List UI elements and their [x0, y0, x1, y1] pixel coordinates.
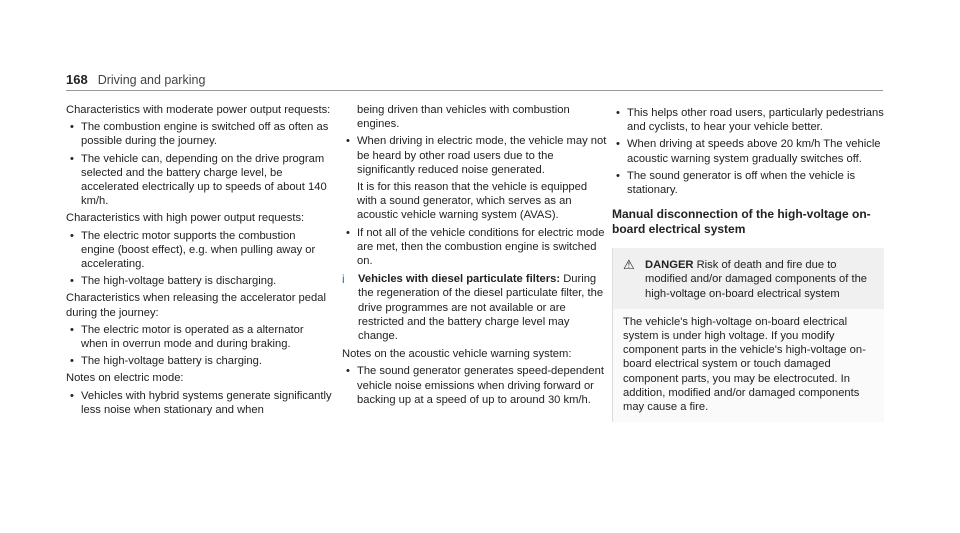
page-header	[66, 72, 205, 87]
list-item-text: When driving in electric mode, the vehicle may not be heard by other road users due to the significantly reduced noise generated.	[357, 135, 607, 176]
warning-triangle-icon: ⚠	[623, 257, 635, 273]
list-item: • When driving at speeds above 20 km/h The vehicle acoustic warning system gradually switches off.	[612, 137, 884, 165]
bullet-list	[66, 389, 332, 417]
list-item: • The sound generator is off when the vehicle is stationary.	[612, 169, 884, 197]
paragraph-continuation: being driven than vehicles with combustion engines.	[357, 104, 570, 131]
list-item: • This helps other road users, particularly pedestrians and cyclists, to hear your vehicle better.	[612, 106, 884, 134]
danger-label: DANGER	[645, 259, 694, 272]
section-heading: Manual disconnection of the high-voltage on-board electrical system	[612, 207, 871, 236]
list-item: • If not all of the vehicle conditions for electric mode are met, then the combustion engine is switched on.	[342, 226, 607, 269]
list-item: • The combustion engine is switched off as often as possible during the journey.	[66, 120, 332, 148]
list-item: • The sound generator generates speed-dependent vehicle noise emissions when driving forward or backing up at a speed of up to around 30 km/h.	[342, 364, 607, 407]
list-item: • The high-voltage battery is charging.	[66, 354, 332, 368]
note-body	[358, 272, 607, 343]
list-item: • The vehicle can, depending on the drive program selected and the battery charge level, be accelerated electrically up to speeds of about 140 km/h.	[66, 152, 332, 209]
column-2	[342, 103, 607, 410]
column-3	[612, 103, 884, 422]
danger-text: Risk of death and fire due to modified and/or damaged components of the high-voltage on-board electrical system	[645, 259, 868, 300]
bullet-list	[612, 106, 884, 197]
danger-heading	[645, 258, 874, 301]
list-item: • The high-voltage battery is discharging.	[66, 274, 332, 288]
paragraph: Notes on the acoustic vehicle warning system:	[342, 348, 572, 361]
bullet-list	[66, 229, 332, 289]
paragraph: Characteristics with high power output requests:	[66, 212, 305, 225]
danger-header	[613, 248, 884, 309]
bullet-list	[66, 120, 332, 208]
note-title: Vehicles with diesel particulate filters:	[358, 273, 561, 286]
list-item	[342, 134, 607, 222]
page-number: 168	[66, 72, 88, 87]
note-text: During the regeneration of the diesel particulate filter, the drive programmes are not available or are restricted and the battery charge level may change.	[358, 273, 604, 343]
bullet-list	[342, 364, 607, 407]
paragraph: Characteristics when releasing the accelerator pedal during the journey:	[66, 292, 326, 319]
list-item-extra: It is for this reason that the vehicle is equipped with a sound generator, which serves as an acoustic vehicle warning system (AVAS).	[357, 181, 588, 222]
bullet-list	[342, 134, 607, 268]
bullet-list	[66, 323, 332, 369]
danger-body: The vehicle's high-voltage on-board electrical system is under high voltage. If you modify component parts in the vehicle's high-voltage on-board electrical system or touch damaged component parts, you may be electrocuted. In addition, modified and/or damaged components may cause a fire.	[613, 309, 884, 422]
list-item: • The electric motor is operated as a alternator when in overrun mode and during braking.	[66, 323, 332, 351]
list-item: • Vehicles with hybrid systems generate significantly less noise when stationary and when	[66, 389, 332, 417]
list-item: • The electric motor supports the combustion engine (boost effect), e.g. when pulling away or accelerating.	[66, 229, 332, 272]
danger-box	[612, 248, 884, 422]
paragraph: Characteristics with moderate power output requests:	[66, 104, 331, 116]
column-1	[66, 103, 332, 420]
info-note	[342, 272, 607, 343]
info-icon: i	[342, 272, 345, 287]
section-title: Driving and parking	[97, 73, 206, 87]
paragraph: Notes on electric mode:	[66, 372, 184, 385]
header-rule	[66, 90, 883, 91]
